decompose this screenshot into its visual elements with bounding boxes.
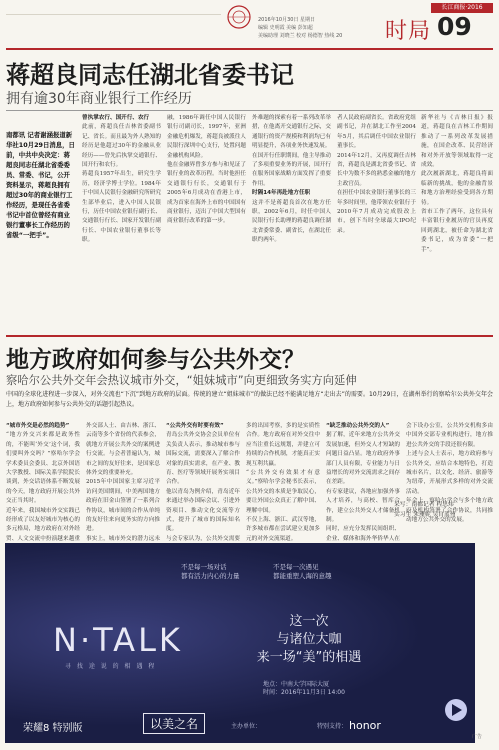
ad-tagline-right: [273, 563, 332, 581]
header-rule: [6, 48, 493, 50]
article2-column-5: [326, 422, 400, 540]
column-paragraph: 此前，蒋超良任吉林省委副书记、省长。而且最为外人熟知的经历是他超过30年的金融从业经历——曾先后执掌交通银行、国开行和农行。: [82, 124, 161, 169]
column-paragraph: 他以青岛为例介绍，青岛近年来通过举办国际会议、引进外资项目、推动文化交流等方式，提升了城市的国际知名度。: [166, 488, 240, 533]
ad-venue-time: 时间：2016年11月3日 14:00: [263, 689, 345, 696]
article1-column-4: [337, 114, 416, 330]
column-paragraph: 有专家建议，各地应加强外事人才培养，与高校、智库合作，建立公共外交人才储备机制。: [326, 488, 400, 524]
ad-venue: [263, 681, 345, 697]
article1-subhead: 拥有逾30年商业银行工作经历: [6, 91, 192, 107]
column-subheading: “缺乏推动公共外交的人”: [326, 423, 390, 429]
article2-column-3: [166, 422, 240, 540]
column-paragraph: 新华社与《吉林日报》报道，蒋超良在吉林工作期间推动了一系列改革发展措施，在国企改革、民营经济和对外开放等领域取得一定成效。: [421, 115, 493, 169]
play-icon: [451, 704, 462, 716]
column-paragraph: 2015年中国国家主席习近平访问美国期间，中美两国地方政府在旧金山签署了一系列合作协议，城市间的合作从单纯的友好往来向更务实的方向推进。: [86, 479, 160, 533]
proof-line: 美编助理 刘晓兰 校对 杨德智 热线 20: [258, 33, 343, 39]
ad-brand-title: N·TALK: [53, 621, 183, 659]
article2-rule: [6, 335, 493, 337]
page-meta: [258, 16, 370, 40]
section-title: 时局: [385, 19, 432, 44]
article1-column-3: [252, 114, 331, 330]
column-subheading: “公共外交有时要有效”: [166, 423, 224, 429]
column-paragraph: 外交部人士、由吉林、浙江、云南等多个省份的代表参会，就地方开展公共外交的案例进行交流。与会者普遍认为，城市之间的友好往来，是国家总体外交的重要补充。: [86, 423, 160, 477]
column-paragraph: 此次履新湖北，蒋超良将面临新的挑战，他的金融背景和地方治理经验受到各方期待。: [421, 171, 493, 206]
column-paragraph: 2014年12月，又再度调任吉林省，蒋超良是湖北省委书记、省长中为数不多的熟悉金融的地方主政官员。: [337, 152, 416, 187]
article2-column-1: [6, 422, 80, 540]
article2-column-2: [86, 422, 160, 540]
article1-rule: [6, 110, 493, 111]
section-tag: 长江商报·2016: [431, 3, 493, 13]
newspaper-emblem-icon: [226, 4, 252, 30]
column-paragraph: 会下设办公室，公共外交机构多由中国外交部专业机构进行，地方推进公共外交的手段还很有限。: [406, 423, 493, 448]
column-paragraph: 他在金融界曾多方参与和见证了银行业的改革历程。当时他担任交通银行行长，交通银行于2005年6月成功在香港上市，成为首家在海外上市的中国国有商业银行，迈出了中国大型国有商业银行改革的第一步。: [167, 162, 246, 225]
column-paragraph: 蒋超良1957年出生，研究生学历，经济学博士学位。1984年于中国人民银行金融研究所研究生部毕业后，进入中国人民银行，历任中国农业银行副行长、交通银行行长、国家开发银行副行长、中国农业银行董事长等职。: [82, 171, 161, 244]
ad-play-button[interactable]: [445, 699, 467, 721]
ad-slogan: 以美之名: [143, 713, 205, 734]
article2-subhead: 察哈尔公共外交年会热议城市外交，“姐妹城市”向更细致务实方向延伸: [6, 374, 357, 387]
article1-headline: 蒋超良同志任湖北省委书记: [6, 61, 294, 89]
column-subheading: “城市外交是必然的趋势”: [6, 423, 70, 429]
ad-tagline-right-1: 不是每一次遇见: [273, 563, 319, 571]
column-paragraph: 在担任中国农业银行董事长的三年多时间里，他带领农业银行于2010年7月成功完成股改上市，创下当时全球最大IPO纪录。: [337, 190, 416, 234]
date-line: 2016年10月30日 星期日: [258, 17, 316, 23]
ad-headline: [241, 613, 377, 667]
column-paragraph: 与会专家认为，公共外交需要: [166, 535, 240, 542]
ad-tagline-right-2: 都能重塑人海的意趣: [273, 572, 332, 580]
ad-sponsor-brand: honor: [349, 719, 381, 732]
article2-headline: 地方政府如何参与公共外交？: [6, 347, 305, 373]
page-number: 09: [437, 12, 472, 41]
column-paragraph: 省市工作了两年，这位具有丰富银行业履历的官员再度回到湖北，被任命为湖北省委书记，成为省委“一把手”。: [421, 209, 493, 253]
editor-line: 编辑 史明霞 美编 彭知超: [258, 25, 313, 31]
column-paragraph: 多的出国考察，多的是实质性合作。地方政府在对外交往中应当注重长远规划，并建立可持续的合作机制，才能真正实现互利共赢。: [246, 423, 320, 467]
credit-line-1: 采写：南都记者 程思炜: [394, 502, 454, 508]
article1-column-5: [421, 114, 493, 330]
advertisement[interactable]: [5, 543, 475, 743]
column-paragraph: 据了解，近年来地方公共外交发展加速，但外交人才短缺的问题日益凸显。地方政府外事部门人员有限，专业能力与日益增长的对外交流需求之间存在差距。: [326, 432, 400, 486]
article1-column-1: [82, 114, 161, 330]
column-paragraph: 上述与会人士表示，地方政府参与公共外交，应结合本地特色，打造城市名片，以文化、经济、旅游等为纽带，开展形式多样的对外交流活动。: [406, 451, 493, 495]
column-paragraph: 年会上，察哈尔学会与多个地方政府及机构签署了合作协议，共同推动地方公共外交的发展。: [406, 498, 493, 524]
column-paragraph: 这并不是蒋超良首次在地方任职，2002年6月，时任中国人民银行行长助理的蒋超良调任湖北省委常委、副省长，在湖北任职约两年。: [252, 199, 331, 244]
article2-intro: 中国的全球化进程进一步深入，对外交流也“下沉”到地方政府的层面。传统的建立“姐妹城市”的做法已经不能满足地方“走出去”的需要。10月29日，在湖州举行的察哈尔公共外交年会上，地方政府如何参与公共外交的话题引起热议。: [6, 391, 493, 408]
ad-sponsor: 特别支持：: [317, 723, 348, 730]
column-paragraph: 者人民政府副省长。省政府党组副书记，并在湖北工作至2004年5月，其后调任中国农业银行董事长。: [337, 115, 416, 150]
ad-tagline-left: [181, 563, 240, 581]
ad-headline-2: 与诸位大咖: [276, 632, 342, 647]
column-paragraph: 外难题的探索有着一系列改革举措，在他离开交通银行之际，交通银行的资产规模和利润均已有明显提升，各项业务快速发展。: [252, 115, 331, 150]
column-subheading: 曾执掌农行、国开行、农行: [82, 115, 150, 121]
ad-organizer: 主办单位：: [231, 723, 262, 730]
ad-brand-subtitle: 寻 找 途 说 的 相 遇 程: [65, 663, 157, 670]
column-subheading: 时隔14年再赴地方任职: [252, 190, 311, 197]
column-paragraph: 近年来，我国城市外交实践已经形成了以友好城市为核心的多元格局，地方政府在对外经贸、人文交流中扮演越来越重: [6, 507, 80, 542]
column-paragraph: 在国开行任职期间，他主导推动了多项重要业务的开展，国开行在服务国家战略方面发挥了重要作用。: [252, 152, 331, 187]
column-paragraph: 同时，应充分发挥民间组织、企业、媒体和海外华侨华人在: [326, 526, 400, 542]
ad-tagline-left-2: 都有活力内心的力量: [181, 572, 240, 580]
header-dashed-rule: [6, 14, 221, 15]
column-paragraph: “公共外交有效果才有意义。”察哈尔学会秘书长表示，公共外交的本质是争取民心，要让外国公众真正了解中国、理解中国。: [246, 470, 320, 514]
ad-product-label: 荣耀8 特别版: [23, 723, 83, 734]
credit-line-2: 实习生 朱珊妮 吴自蓝州: [394, 512, 456, 518]
article1-lead: 南都讯 记者谢涵报道新华社10月29日消息，日前，中共中央决定：蒋超良同志任湖北省委委员、常委、书记，公开资料显示，蒋超良拥有超过30年的商业银行工作经历，是现任各省委书记中首位曾经有商业银行董事长工作经历的省级“一把手”。: [6, 131, 75, 239]
article2-column-4: [246, 422, 320, 540]
column-paragraph: 融，1986年调任中国人民银行银行司副司长，1997年，亚洲金融危机爆发，蒋超良被派往人民银行深圳中心支行，处置问题金融机构风险。: [167, 115, 246, 159]
ad-headline-1: 这一次: [289, 614, 329, 629]
ad-venue-place: 地点：中南大学国际大厦: [263, 681, 330, 688]
ad-headline-3: 来一场“美”的相遇: [256, 650, 362, 665]
column-paragraph: “地方外交兴来都是政务性的，不能叫‘外交’这个词，我们要叫外交吗？”察哈尔学会学术委员会委员、北京外国语大学教授、国际关系学院院长谈到，外交话语体系不断发展的今天，地方政府开展公共外交正当其时。: [6, 432, 80, 505]
article2-credit: [394, 500, 456, 520]
ad-tagline-left-1: 不是每一场对话: [181, 563, 227, 571]
article1-column-2: [167, 114, 246, 330]
column-paragraph: 不仅上海、浙江、武汉等地，许多城市都在尝试建立更加多元的对外交流渠道。: [246, 517, 320, 542]
column-paragraph: 青岛公共外交协会会员单位有关负责人表示，推动城市参与国际交流，需要深入了解合作对象的真实需求，在产业、教育、医疗等领域开展务实项目合作。: [166, 432, 240, 486]
column-paragraph: 事实上，城市外交的潜力远未: [86, 535, 160, 542]
ad-corner-label: 广告: [472, 734, 483, 740]
